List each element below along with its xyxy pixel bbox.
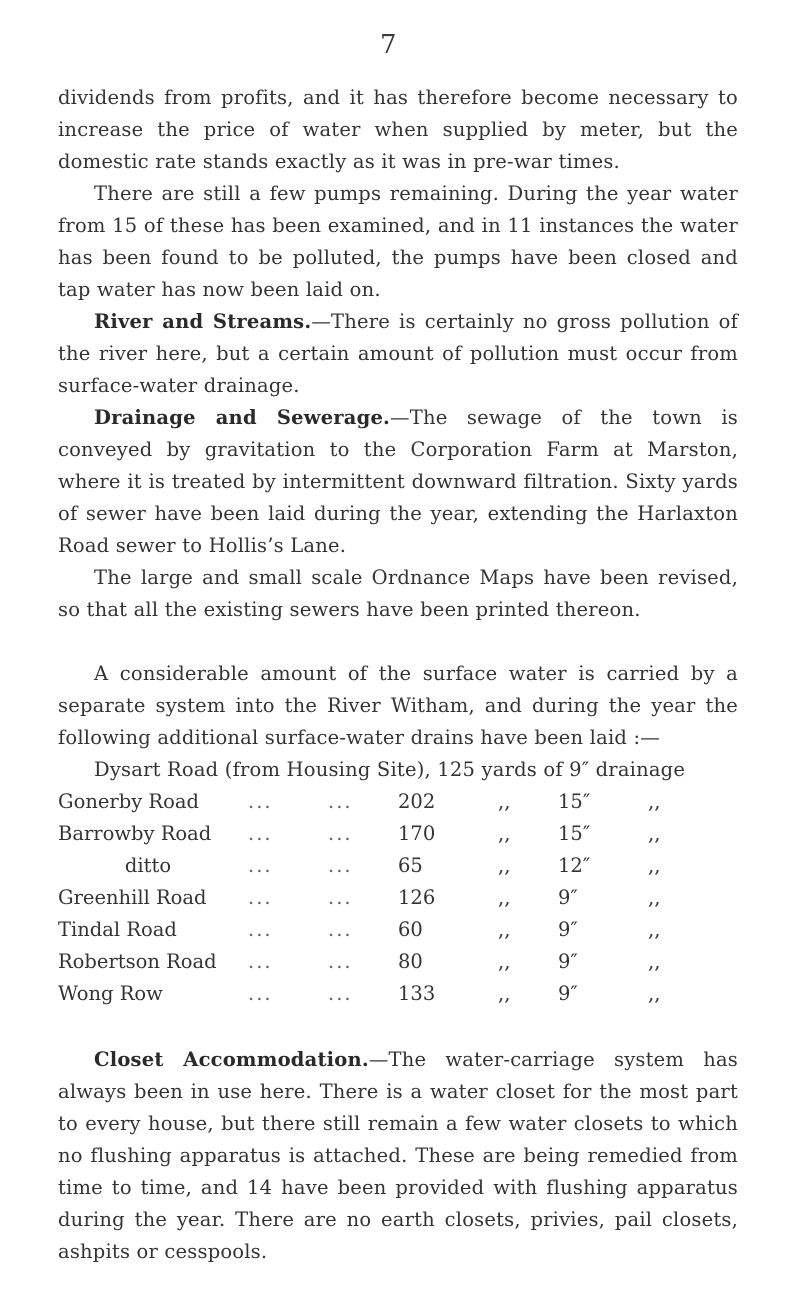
drain-size: 15″: [558, 790, 591, 813]
table-row: [58, 946, 748, 978]
table-row: [58, 978, 748, 1010]
drain-size: 9″: [558, 982, 578, 1005]
text-drainage-sewerage: —The sewage of the town is conveyed by gravitation to the Corporation Farm at Marston, where it is treated by intermittent downward filtration. Sixty yards of sewer have been laid during the year, extending the Harlaxton Road sewer to Hollis’s Lane.: [58, 406, 738, 557]
paragraph-closet-accommodation: [58, 1044, 738, 1268]
table-row: [58, 786, 748, 818]
heading-river-streams: River and Streams.: [94, 310, 312, 333]
table-row: [58, 882, 748, 914]
road-name: Gonerby Road: [58, 790, 199, 813]
leader-dots: ...: [248, 854, 273, 877]
table-row: [58, 818, 748, 850]
leader-dots: ...: [248, 886, 273, 909]
road-name: Tindal Road: [58, 918, 177, 941]
drain-size: 9″: [558, 950, 578, 973]
yards-value: 170: [398, 822, 436, 845]
leader-dots: ...: [328, 950, 353, 973]
leader-dots: ...: [248, 790, 273, 813]
ditto-mark: ,,: [648, 918, 661, 941]
drain-size: 12″: [558, 854, 591, 877]
paragraph-river-streams: [58, 306, 738, 402]
yards-value: 126: [398, 886, 436, 909]
road-name: Robertson Road: [58, 950, 217, 973]
leader-dots: ...: [328, 822, 353, 845]
yards-value: 133: [398, 982, 436, 1005]
text-river-streams: —There is certainly no gross pollution of the river here, but a certain amount of pollution must occur from surface-water drainage.: [58, 310, 738, 397]
drains-table-intro: Dysart Road (from Housing Site), 125 yards of 9″ drainage: [94, 758, 686, 781]
leader-dots: ...: [328, 886, 353, 909]
drain-size: 9″: [558, 918, 578, 941]
ditto-mark: ,,: [648, 886, 661, 909]
table-row: [58, 914, 748, 946]
ditto-mark: ,,: [498, 822, 511, 845]
leader-dots: ...: [248, 982, 273, 1005]
paragraph-ordnance-maps: The large and small scale Ordnance Maps have been revised, so that all the existing sewers have been printed thereon.: [58, 566, 738, 621]
yards-value: 202: [398, 790, 436, 813]
heading-closet-accommodation: Closet Accommodation.: [94, 1048, 369, 1071]
paragraph-surface-water: A considerable amount of the surface water is carried by a separate system into the River Witham, and during the year the following additional surface-water drains have been laid :—: [58, 662, 738, 749]
text-closet-accommodation: —The water-carriage system has always been in use here. There is a water closet for the most part to every house, but there still remain a few water closets to which no flushing apparatus is attached. These are being remedied from time to time, and 14 have been provided with flushing apparatus during the year. There are no earth closets, privies, pail closets, ashpits or cesspools.: [58, 1048, 738, 1263]
yards-value: 60: [398, 918, 423, 941]
leader-dots: ...: [328, 982, 353, 1005]
table-row: [58, 850, 748, 882]
ditto-mark: ,,: [648, 790, 661, 813]
paragraph-dividends: dividends from profits, and it has therefore become necessary to increase the price of water when supplied by meter, but the domestic rate stands exactly as it was in pre-war times.: [58, 86, 738, 173]
ditto-mark: ,,: [648, 854, 661, 877]
yards-value: 65: [398, 854, 423, 877]
paragraph-drainage-sewerage: [58, 402, 738, 562]
drain-size: 9″: [558, 886, 578, 909]
ditto-mark: ,,: [498, 918, 511, 941]
road-name: ditto: [124, 854, 172, 877]
leader-dots: ...: [248, 950, 273, 973]
ditto-mark: ,,: [648, 822, 661, 845]
road-name: Barrowby Road: [58, 822, 212, 845]
leader-dots: ...: [328, 790, 353, 813]
ditto-mark: ,,: [648, 982, 661, 1005]
ditto-mark: ,,: [498, 790, 511, 813]
leader-dots: ...: [248, 822, 273, 845]
road-name: Wong Row: [58, 982, 163, 1005]
ditto-mark: ,,: [498, 950, 511, 973]
leader-dots: ...: [328, 918, 353, 941]
page-number: 7: [380, 30, 397, 60]
heading-drainage-sewerage: Drainage and Sewerage.: [94, 406, 391, 429]
leader-dots: ...: [328, 854, 353, 877]
ditto-mark: ,,: [498, 982, 511, 1005]
road-name: Greenhill Road: [58, 886, 207, 909]
drain-size: 15″: [558, 822, 591, 845]
ditto-mark: ,,: [498, 886, 511, 909]
yards-value: 80: [398, 950, 423, 973]
leader-dots: ...: [248, 918, 273, 941]
paragraph-pumps: There are still a few pumps remaining. During the year water from 15 of these has been examined, and in 11 instances the water has been found to be polluted, the pumps have been closed and tap water has now been laid on.: [58, 182, 738, 301]
ditto-mark: ,,: [498, 854, 511, 877]
ditto-mark: ,,: [648, 950, 661, 973]
